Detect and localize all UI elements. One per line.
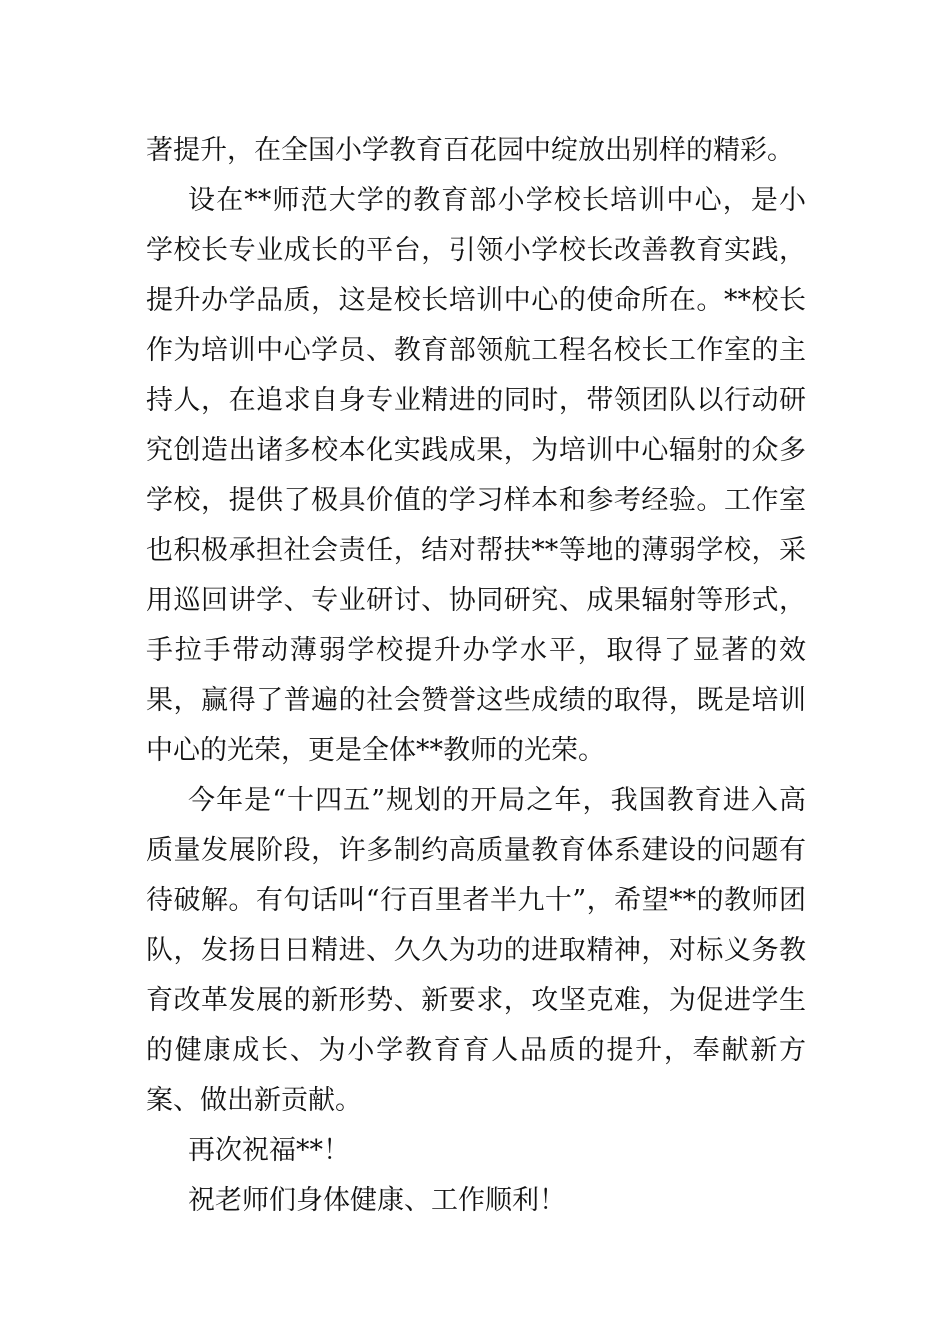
paragraph-blessing: 再次祝福**！ [188, 1135, 350, 1166]
paragraph-continuation: 著提升，在全国小学教育百花园中绽放出别样的精彩。 [146, 135, 794, 166]
paragraph-fourteenth-five-year-plan: 今年是“十四五”规划的开局之年，我国教育进入高质量发展阶段，许多制约高质量教育体系建设的问题有待破解。有句话叫“行百里者半九十”，希望**的教师团队，发扬日日精进、久久为功的进取精神，对标义务教育改革发展的新形势、新要求，攻坚克难，为促进学生的健康成长、为小学教育育人品质的提升，奉献新方案、做出新贡献。 [146, 785, 806, 1116]
document-body [146, 126, 806, 1226]
paragraph-training-center: 设在**师范大学的教育部小学校长培训中心，是小学校长专业成长的平台，引领小学校长改善教育实践，提升办学品质，这是校长培训中心的使命所在。**校长作为培训中心学员、教育部领航工程名校长工作室的主持人，在追求自身专业精进的同时，带领团队以行动研究创造出诸多校本化实践成果，为培训中心辐射的众多学校，提供了极具价值的学习样本和参考经验。工作室也积极承担社会责任，结对帮扶**等地的薄弱学校，采用巡回讲学、专业研讨、协同研究、成果辐射等形式，手拉手带动薄弱学校提升办学水平，取得了显著的效果，赢得了普遍的社会赞誉这些成绩的取得，既是培训中心的光荣，更是全体**教师的光荣。 [146, 185, 806, 766]
paragraph-wishes: 祝老师们身体健康、工作顺利！ [188, 1185, 566, 1216]
